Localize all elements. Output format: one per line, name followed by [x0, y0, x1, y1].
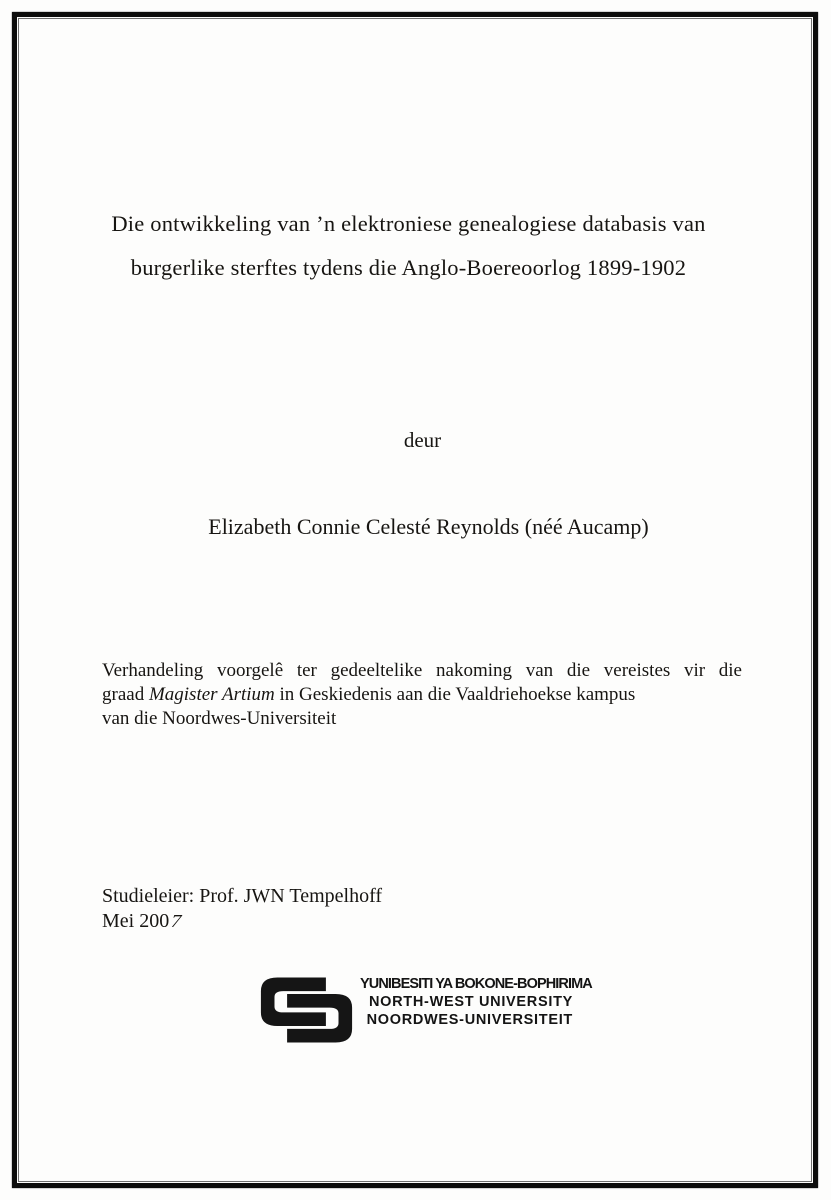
degree-statement-line-2-post: in Geskiedenis aan die Vaaldriehoekse kampus: [274, 684, 636, 705]
date-last-digit: 7: [168, 911, 185, 932]
thesis-title-line-1: Die ontwikkeling van ’n elektroniese genealogiese databasis van: [111, 211, 706, 236]
degree-statement: [102, 659, 742, 731]
logo-text-english: NORTH-WEST UNIVERSITY: [368, 994, 573, 1010]
logo-text-afrikaans: NOORDWES-UNIVERSITEIT: [366, 1012, 573, 1028]
degree-statement-line-2: [102, 683, 742, 707]
author-name: Elizabeth Connie Celesté Reynolds (néé Aucamp): [208, 514, 649, 539]
degree-statement-line-3: van die Noordwes-Universiteit: [102, 708, 337, 729]
degree-name-italic: Magister Artium: [148, 684, 275, 705]
thesis-title-line-2: burgerlike sterftes tydens die Anglo-Boereoorlog 1899-1902: [130, 255, 687, 280]
nwu-logo-mark-icon: [258, 974, 355, 1046]
imprint-block: [102, 884, 382, 934]
thesis-title: [33, 202, 784, 290]
degree-statement-line-1: Verhandeling voorgelê ter gedeeltelike nakoming van die vereistes vir die: [102, 660, 742, 681]
university-logo: [258, 972, 592, 1046]
byline-label: deur: [403, 428, 442, 452]
logo-text-setswana: YUNIBESITI YA BOKONE-BOPHIRIMA: [360, 976, 592, 992]
degree-statement-line-2-pre: graad: [102, 684, 149, 705]
logo-text-block: [360, 975, 592, 1029]
date-line: [102, 909, 382, 934]
supervisor-line: Studieleier: Prof. JWN Tempelhoff: [102, 885, 383, 907]
date-prefix: Mei 200: [102, 910, 170, 932]
